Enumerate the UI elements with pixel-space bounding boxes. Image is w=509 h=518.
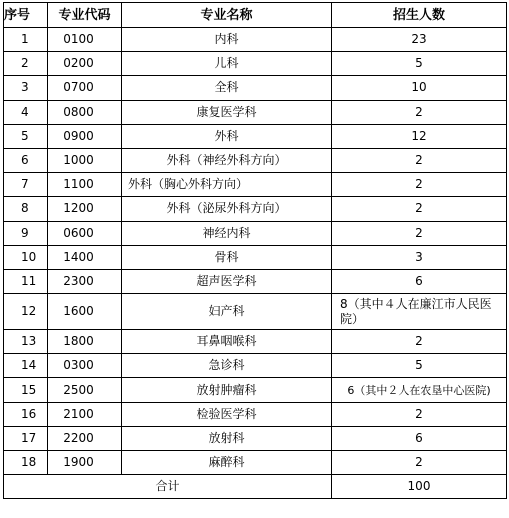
- cell-count: 2: [332, 330, 507, 354]
- cell-name: 耳鼻咽喉科: [122, 330, 332, 354]
- cell-seq: 13: [4, 330, 48, 354]
- cell-seq: 3: [4, 76, 48, 100]
- table-row: [4, 451, 507, 475]
- cell-count: 2: [332, 221, 507, 245]
- cell-seq: 16: [4, 402, 48, 426]
- table-row: [4, 221, 507, 245]
- cell-name: 外科（泌尿外科方向）: [122, 197, 332, 221]
- cell-code: 1200: [48, 197, 122, 221]
- cell-name: 外科: [122, 124, 332, 148]
- table-row: [4, 245, 507, 269]
- cell-seq: 14: [4, 354, 48, 378]
- cell-code: 1600: [48, 294, 122, 330]
- table-row: [4, 124, 507, 148]
- cell-count: 5: [332, 52, 507, 76]
- cell-seq: 15: [4, 378, 48, 402]
- cell-count: 2: [332, 100, 507, 124]
- cell-code: 2500: [48, 378, 122, 402]
- cell-seq: 4: [4, 100, 48, 124]
- table-row: [4, 294, 507, 330]
- cell-seq: 9: [4, 221, 48, 245]
- cell-code: 0700: [48, 76, 122, 100]
- header-seq: 序号: [4, 3, 48, 28]
- cell-count: 6（其中２人在农垦中心医院): [332, 378, 507, 402]
- cell-count: 2: [332, 173, 507, 197]
- table-row: [4, 269, 507, 293]
- cell-name: 急诊科: [122, 354, 332, 378]
- table-row: [4, 402, 507, 426]
- cell-code: 0800: [48, 100, 122, 124]
- cell-count: 2: [332, 402, 507, 426]
- enrollment-table: [3, 2, 507, 499]
- table-row: [4, 378, 507, 402]
- table-row: [4, 28, 507, 52]
- table-row: [4, 173, 507, 197]
- cell-seq: 12: [4, 294, 48, 330]
- cell-code: 2300: [48, 269, 122, 293]
- header-name: 专业名称: [122, 3, 332, 28]
- cell-code: 2200: [48, 426, 122, 450]
- cell-code: 1800: [48, 330, 122, 354]
- cell-code: 1000: [48, 148, 122, 172]
- cell-count: 6: [332, 269, 507, 293]
- cell-code: 0900: [48, 124, 122, 148]
- header-code: 专业代码: [48, 3, 122, 28]
- cell-seq: 1: [4, 28, 48, 52]
- cell-name: 外科（胸心外科方向）: [122, 173, 332, 197]
- cell-seq: 5: [4, 124, 48, 148]
- table-row: [4, 76, 507, 100]
- table-row: [4, 330, 507, 354]
- cell-code: 1100: [48, 173, 122, 197]
- cell-name: 内科: [122, 28, 332, 52]
- cell-name: 放射科: [122, 426, 332, 450]
- cell-name: 骨科: [122, 245, 332, 269]
- cell-name: 妇产科: [122, 294, 332, 330]
- cell-seq: 2: [4, 52, 48, 76]
- table-row: [4, 426, 507, 450]
- table-row: [4, 197, 507, 221]
- header-row: [4, 3, 507, 28]
- cell-code: 0600: [48, 221, 122, 245]
- cell-name: 麻醉科: [122, 451, 332, 475]
- cell-count: 5: [332, 354, 507, 378]
- cell-name: 神经内科: [122, 221, 332, 245]
- cell-count: 2: [332, 451, 507, 475]
- cell-code: 1900: [48, 451, 122, 475]
- cell-code: 2100: [48, 402, 122, 426]
- table-row: [4, 148, 507, 172]
- cell-seq: 8: [4, 197, 48, 221]
- cell-count: 2: [332, 197, 507, 221]
- cell-seq: 6: [4, 148, 48, 172]
- cell-name: 超声医学科: [122, 269, 332, 293]
- cell-code: 0300: [48, 354, 122, 378]
- cell-seq: 10: [4, 245, 48, 269]
- table-row: [4, 100, 507, 124]
- table-row: [4, 354, 507, 378]
- cell-seq: 17: [4, 426, 48, 450]
- cell-count: 10: [332, 76, 507, 100]
- header-count: 招生人数: [332, 3, 507, 28]
- total-label: 合计: [4, 475, 332, 499]
- cell-seq: 18: [4, 451, 48, 475]
- cell-seq: 7: [4, 173, 48, 197]
- cell-name: 检验医学科: [122, 402, 332, 426]
- cell-code: 1400: [48, 245, 122, 269]
- cell-count: 3: [332, 245, 507, 269]
- cell-count: 2: [332, 148, 507, 172]
- cell-name: 全科: [122, 76, 332, 100]
- cell-name: 康复医学科: [122, 100, 332, 124]
- cell-count: 6: [332, 426, 507, 450]
- cell-name: 儿科: [122, 52, 332, 76]
- cell-count: 23: [332, 28, 507, 52]
- cell-name: 外科（神经外科方向）: [122, 148, 332, 172]
- total-row: [4, 475, 507, 499]
- cell-code: 0200: [48, 52, 122, 76]
- cell-seq: 11: [4, 269, 48, 293]
- cell-code: 0100: [48, 28, 122, 52]
- table-row: [4, 52, 507, 76]
- cell-count: 12: [332, 124, 507, 148]
- total-count: 100: [332, 475, 507, 499]
- cell-name: 放射肿瘤科: [122, 378, 332, 402]
- cell-count: 8（其中４人在廉江市人民医院）: [332, 294, 507, 330]
